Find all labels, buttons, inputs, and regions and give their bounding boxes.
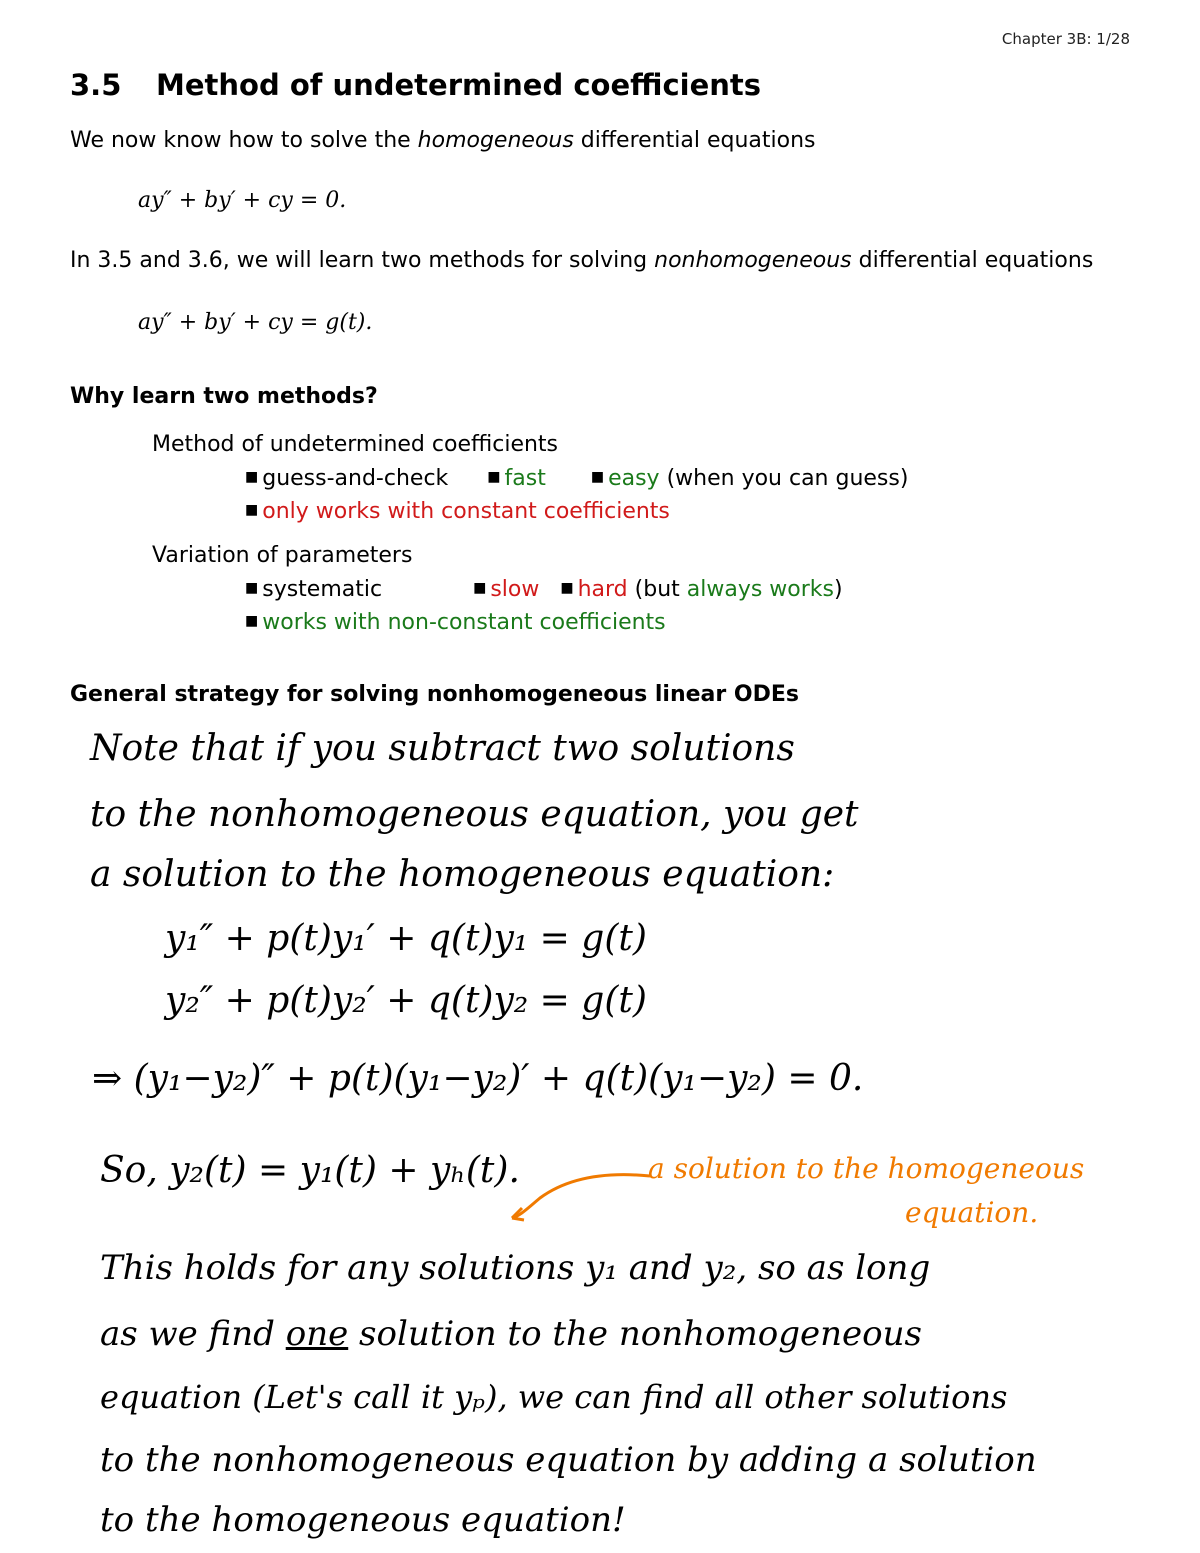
why-heading: Why learn two methods? [70, 384, 378, 409]
method1-b1: guess-and-check [262, 466, 449, 491]
section-title [70, 68, 761, 102]
intro-text-pre: We now know how to solve the [70, 128, 418, 153]
handwritten-line-8: to the homogeneous equation! [100, 1500, 626, 1540]
bullet-icon: ■ [487, 469, 501, 485]
section-number: 3.5 [70, 68, 122, 102]
intro-paragraph [70, 128, 815, 153]
bullet-icon: ■ [245, 469, 259, 485]
page-label: Chapter 3B: 1/28 [1001, 30, 1130, 48]
method1-bullets-row2 [245, 499, 670, 524]
intro2-text-post: differential equations [851, 248, 1094, 273]
handwritten-line-5a: as we find [100, 1314, 286, 1354]
intro2-text-pre: In 3.5 and 3.6, we will learn two methods for solving [70, 248, 655, 273]
method1-b3b: (when you can guess) [659, 466, 909, 491]
bullet-icon: ■ [245, 580, 259, 596]
intro2-emphasis: nonhomogeneous [654, 248, 852, 273]
bullet-icon: ■ [245, 502, 259, 518]
bullet-icon: ■ [245, 613, 259, 629]
annotation-arrow [500, 1168, 660, 1228]
handwritten-line-1: Note that if you subtract two solutions [90, 728, 795, 769]
method2-b3d: ) [834, 577, 843, 602]
intro-text-post: differential equations [573, 128, 816, 153]
handwritten-eq-1: y₁″ + p(t)y₁′ + q(t)y₁ = g(t) [165, 918, 647, 959]
method2-b4: works with non-constant coefficients [262, 610, 666, 635]
method2-name: Variation of parameters [152, 543, 413, 568]
handwritten-line-5 [100, 1314, 922, 1354]
bullet-icon: ■ [473, 580, 487, 596]
method1-name: Method of undetermined coefficients [152, 432, 559, 457]
method2-b3a: hard [577, 577, 628, 602]
bullet-icon: ■ [560, 580, 574, 596]
nonhomogeneous-equation: ay″ + by′ + cy = g(t). [138, 310, 373, 335]
handwritten-eq-2: y₂″ + p(t)y₂′ + q(t)y₂ = g(t) [165, 980, 647, 1021]
method2-b2: slow [490, 577, 540, 602]
method1-b2: fast [504, 466, 546, 491]
handwritten-line-4: This holds for any solutions y₁ and y₂, so as long [100, 1248, 931, 1288]
method2-bullets-row1 [245, 577, 843, 602]
method1-b3a: easy [608, 466, 660, 491]
handwritten-line-7: to the nonhomogeneous equation by adding a solution [100, 1440, 1037, 1480]
handwritten-line-3: a solution to the homogeneous equation: [90, 854, 835, 895]
intro-emphasis: homogeneous [417, 128, 574, 153]
annotation-line-2: equation. [905, 1196, 1039, 1229]
method2-b3b: (but [627, 577, 687, 602]
method1-bullets-row1 [245, 466, 908, 491]
bullet-icon: ■ [590, 469, 605, 485]
homogeneous-equation: ay″ + by′ + cy = 0. [138, 188, 347, 213]
handwritten-line-5c: solution to the nonhomogeneous [348, 1314, 922, 1354]
annotation-line-1: a solution to the homogeneous [648, 1152, 1085, 1185]
handwritten-line-5b: one [285, 1314, 349, 1354]
section-title-text: Method of undetermined coefficients [156, 68, 762, 102]
method1-b4: only works with constant coefficients [262, 499, 670, 524]
method2-b1: systematic [262, 577, 383, 602]
method2-bullets-row2 [245, 610, 666, 635]
strategy-heading: General strategy for solving nonhomogeneous linear ODEs [70, 682, 799, 707]
handwritten-eq-3: ⇒ (y₁−y₂)″ + p(t)(y₁−y₂)′ + q(t)(y₁−y₂) = 0. [92, 1058, 864, 1099]
intro2-paragraph [70, 248, 1093, 273]
handwritten-line-2: to the nonhomogeneous equation, you get [90, 794, 859, 835]
method2-b3c: always works [686, 577, 835, 602]
handwritten-so-line: So, y₂(t) = y₁(t) + yₕ(t). [100, 1150, 520, 1191]
handwritten-line-6: equation (Let's call it yₚ), we can find all other solutions [100, 1378, 1008, 1416]
